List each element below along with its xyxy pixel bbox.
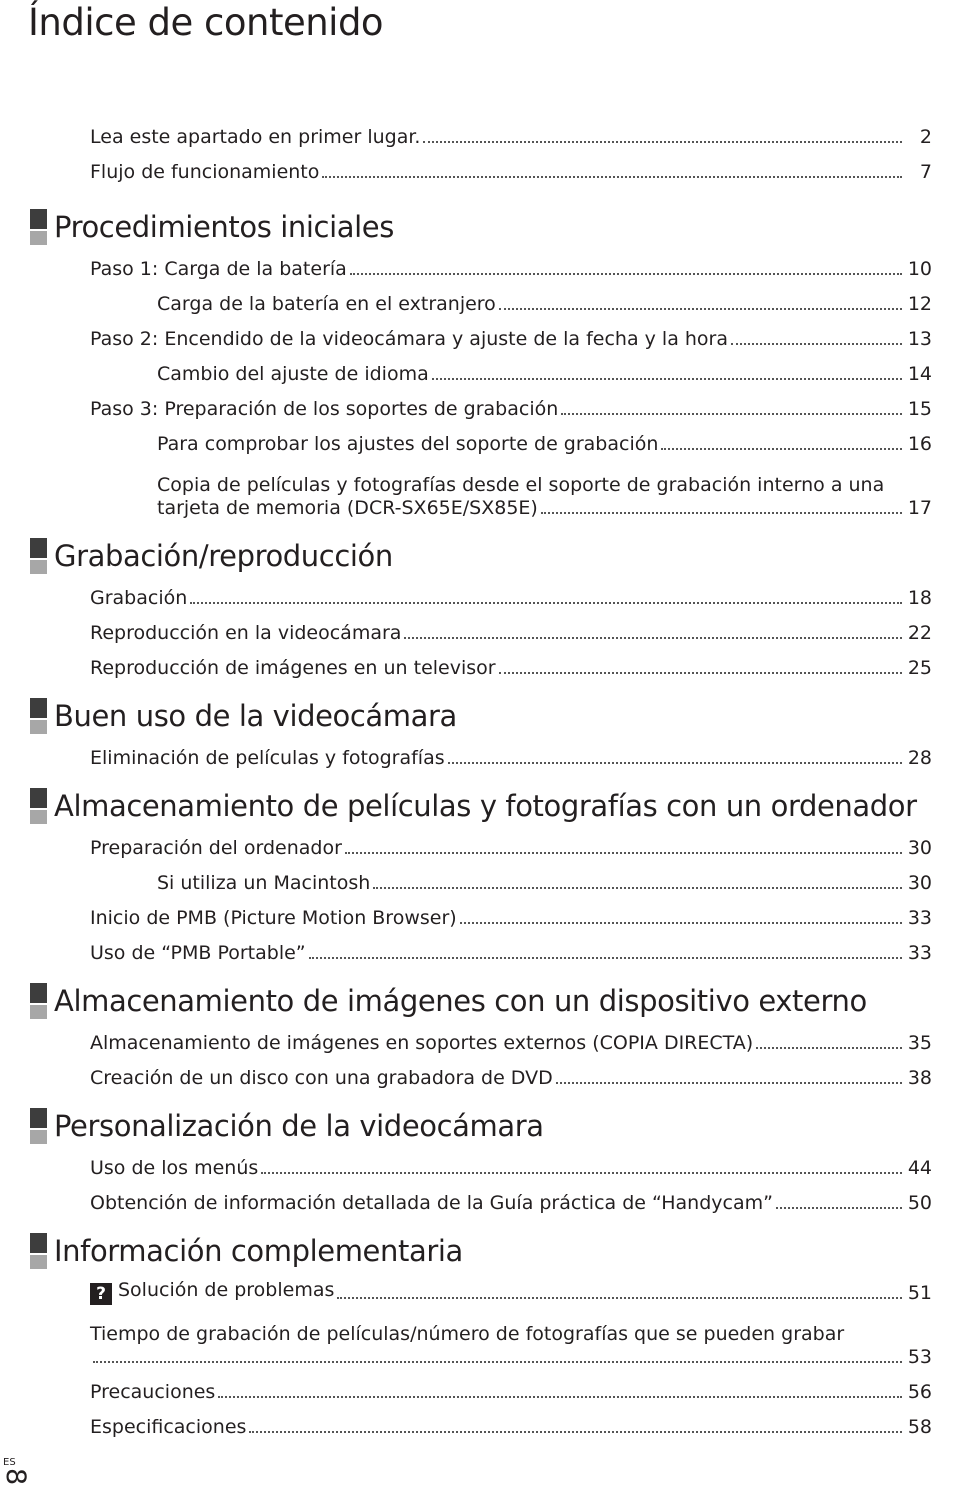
toc-entry-title-wrap [90, 907, 457, 930]
dot-leader [731, 342, 902, 345]
toc-entry-page: 30 [907, 872, 932, 894]
section-heading [30, 531, 960, 580]
bullet-light-block [30, 1005, 47, 1019]
section-title: Almacenamiento de imágenes con un dispositivo externo [54, 983, 867, 1018]
toc-entry-title: Almacenamiento de imágenes en soportes externos (COPIA DIRECTA) [90, 1032, 754, 1054]
section-title: Buen uso de la videocámara [54, 698, 457, 733]
toc-entry-page: 58 [907, 1416, 932, 1438]
bullet-light-block [30, 810, 47, 824]
toc-entry-title-wrap [90, 1192, 773, 1215]
page-title: Índice de contenido [28, 1, 384, 44]
section-heading [30, 781, 960, 830]
toc-entry[interactable] [90, 1150, 932, 1185]
dot-leader [249, 1430, 901, 1433]
toc-entry-title: Copia de películas y fotografías desde el soporte de grabación interno a una [157, 474, 885, 496]
toc-entry-title: Lea este apartado en primer lugar. [90, 126, 421, 148]
toc-entry-title: Carga de la batería en el extranjero [157, 293, 496, 315]
table-of-contents [0, 119, 960, 1444]
toc-section [0, 691, 960, 775]
section-bullet-icon [30, 698, 47, 734]
toc-entry-title-wrap [90, 258, 347, 281]
section-bullet-icon [30, 1233, 47, 1269]
section-bullet-icon [30, 983, 47, 1019]
toc-entry[interactable] [157, 461, 932, 525]
toc-entry-title-wrap [90, 1032, 753, 1055]
bullet-light-block [30, 720, 47, 734]
dot-leader [776, 1206, 902, 1209]
footer-page-number: 8 [0, 1468, 31, 1486]
toc-entry-title-wrap [90, 1416, 246, 1439]
toc-entry-title-wrap [90, 942, 306, 965]
toc-entry-title: Uso de “PMB Portable” [90, 942, 306, 964]
bullet-light-block [30, 1130, 47, 1144]
toc-entry-title-wrap [157, 433, 658, 456]
toc-entry[interactable] [90, 1374, 932, 1409]
toc-entry-page: 33 [907, 942, 932, 964]
toc-entry-second-line [157, 497, 932, 520]
section-heading [30, 691, 960, 740]
toc-entry-page: 51 [907, 1282, 932, 1304]
section-heading [30, 976, 960, 1025]
toc-entry-page: 2 [919, 126, 932, 148]
toc-entry-title: Paso 3: Preparación de los soportes de grabación [90, 398, 559, 420]
section-title: Procedimientos iniciales [54, 209, 394, 244]
dot-leader [337, 1296, 901, 1299]
dot-leader [541, 511, 902, 514]
toc-entry-page: 53 [907, 1346, 932, 1368]
toc-entry-page: 22 [907, 622, 932, 644]
toc-entry[interactable] [90, 615, 932, 650]
toc-entry-title-wrap [90, 622, 401, 645]
toc-entry-page: 16 [907, 433, 932, 455]
toc-entry-title-wrap [90, 328, 728, 351]
toc-section [0, 781, 960, 970]
toc-entry[interactable] [90, 650, 932, 685]
toc-entry-title-wrap [157, 293, 496, 316]
dot-leader [345, 851, 902, 854]
toc-entry-second-line [90, 1346, 932, 1369]
section-heading [30, 202, 960, 251]
toc-entry-title-continued: tarjeta de memoria (DCR-SX65E/SX85E) [157, 497, 538, 519]
toc-entry-page: 28 [907, 747, 932, 769]
toc-entry-title-wrap [157, 363, 429, 386]
bullet-light-block [30, 231, 47, 245]
toc-entry[interactable] [90, 1185, 932, 1220]
toc-entry-page: 38 [907, 1067, 932, 1089]
toc-entry[interactable] [90, 740, 932, 775]
toc-entry-page: 50 [907, 1192, 932, 1214]
toc-entry[interactable] [90, 154, 932, 189]
toc-entry-title: Grabación [90, 587, 188, 609]
intro-entries [0, 119, 960, 189]
bullet-dark-block [30, 1108, 47, 1128]
dot-leader [350, 272, 902, 275]
toc-entry-title-wrap [90, 587, 187, 610]
bullet-light-block [30, 560, 47, 574]
toc-entry[interactable] [90, 1025, 932, 1060]
toc-entry-title-block [157, 474, 932, 520]
toc-entry-page: 12 [907, 293, 932, 315]
toc-entry-title-wrap [90, 1279, 334, 1305]
toc-entry-title: Uso de los menús [90, 1157, 259, 1179]
toc-entry-page: 13 [907, 328, 932, 350]
toc-entry-title-wrap [90, 161, 319, 184]
toc-entry[interactable] [90, 580, 932, 615]
toc-entry-title: Paso 2: Encendido de la videocámara y ajuste de la fecha y la hora [90, 328, 729, 350]
dot-leader [756, 1046, 902, 1049]
dot-leader [499, 307, 902, 310]
dot-leader [432, 377, 902, 380]
toc-entry[interactable] [90, 830, 932, 865]
toc-entry-page: 35 [907, 1032, 932, 1054]
dot-leader [93, 1360, 902, 1363]
toc-entry-title-wrap [90, 837, 342, 860]
toc-entry-page: 33 [907, 907, 932, 929]
toc-entry[interactable] [90, 1275, 932, 1310]
bullet-dark-block [30, 788, 47, 808]
section-title: Grabación/reproducción [54, 538, 393, 573]
help-icon: ? [90, 1283, 112, 1305]
toc-entry-title: Para comprobar los ajustes del soporte de grabación [157, 433, 659, 455]
toc-entry-title: Reproducción en la videocámara [90, 622, 402, 644]
section-title: Información complementaria [54, 1233, 463, 1268]
dot-leader [190, 601, 902, 604]
toc-entry-page: 56 [907, 1381, 932, 1403]
toc-entry-title-wrap [90, 657, 496, 680]
dot-leader [218, 1395, 901, 1398]
toc-entry-title-wrap [90, 1381, 215, 1404]
toc-entry-page: 15 [907, 398, 932, 420]
dot-leader [309, 956, 902, 959]
toc-entry-title-wrap [157, 872, 370, 895]
toc-entry-title: Flujo de funcionamiento [90, 161, 320, 183]
bullet-dark-block [30, 538, 47, 558]
toc-entry-title: Inicio de PMB (Picture Motion Browser) [90, 907, 457, 929]
toc-entry-title: Reproducción de imágenes en un televisor [90, 657, 496, 679]
toc-entry-title: Solución de problemas [118, 1279, 335, 1301]
toc-entry-page: 30 [907, 837, 932, 859]
toc-entry-title: Preparación del ordenador [90, 837, 342, 859]
toc-entry-page: 18 [907, 587, 932, 609]
section-bullet-icon [30, 209, 47, 245]
toc-entry[interactable] [90, 1409, 932, 1444]
section-heading [30, 1226, 960, 1275]
dot-leader [661, 447, 901, 450]
toc-entry-page: 25 [907, 657, 932, 679]
dot-leader [561, 412, 902, 415]
dot-leader [556, 1081, 902, 1084]
toc-section [0, 976, 960, 1095]
section-bullet-icon [30, 1108, 47, 1144]
dot-leader [322, 175, 902, 178]
toc-entry-title: Eliminación de películas y fotografías [90, 747, 445, 769]
dot-leader [499, 671, 902, 674]
bullet-light-block [30, 1255, 47, 1269]
toc-entry[interactable] [157, 286, 932, 321]
toc-entry[interactable] [157, 426, 932, 461]
toc-entry-title-wrap [90, 1067, 553, 1090]
toc-entry-title: Si utiliza un Macintosh [157, 872, 371, 894]
toc-entry[interactable] [90, 321, 932, 356]
bullet-dark-block [30, 983, 47, 1003]
section-heading [30, 1101, 960, 1150]
toc-entry-title-wrap [90, 398, 558, 421]
toc-entry[interactable] [90, 119, 932, 154]
toc-entry[interactable] [90, 251, 932, 286]
bullet-dark-block [30, 209, 47, 229]
toc-entry-title: Especificaciones [90, 1416, 247, 1438]
toc-entry-title: Precauciones [90, 1381, 216, 1403]
toc-entry-title-block [90, 1323, 932, 1369]
bullet-dark-block [30, 1233, 47, 1253]
toc-entry-page: 10 [907, 258, 932, 280]
dot-leader [448, 761, 902, 764]
toc-entry[interactable] [90, 935, 932, 970]
toc-entry-title-wrap [90, 126, 420, 149]
page-footer [0, 1456, 31, 1505]
toc-entry[interactable] [90, 1060, 932, 1095]
toc-section [0, 1226, 960, 1444]
toc-entry[interactable] [157, 356, 932, 391]
section-bullet-icon [30, 538, 47, 574]
dot-leader [261, 1171, 902, 1174]
toc-section [0, 202, 960, 525]
toc-entry[interactable] [157, 865, 932, 900]
toc-entry-page: 44 [907, 1157, 932, 1179]
dot-leader [404, 636, 901, 639]
toc-entry[interactable] [90, 900, 932, 935]
toc-entry-title: Creación de un disco con una grabadora de DVD [90, 1067, 553, 1089]
section-title: Personalización de la videocámara [54, 1108, 544, 1143]
toc-section [0, 1101, 960, 1220]
toc-entry-title: Paso 1: Carga de la batería [90, 258, 347, 280]
dot-leader [423, 140, 902, 143]
toc-entry-title: Tiempo de grabación de películas/número de fotografías que se pueden grabar [90, 1323, 845, 1345]
section-bullet-icon [30, 788, 47, 824]
toc-entry-title-wrap [90, 1157, 258, 1180]
toc-entry-page: 14 [907, 363, 932, 385]
toc-section [0, 531, 960, 685]
footer-language-code: ES [3, 1457, 16, 1468]
bullet-dark-block [30, 698, 47, 718]
toc-entry-page: 17 [907, 497, 932, 519]
toc-entry-title-wrap [90, 747, 445, 770]
toc-entry[interactable] [90, 391, 932, 426]
section-title: Almacenamiento de películas y fotografías con un ordenador [54, 788, 917, 823]
toc-entry[interactable] [90, 1310, 932, 1374]
toc-entry-page: 7 [919, 161, 932, 183]
dot-leader [373, 886, 902, 889]
toc-entry-title: Obtención de información detallada de la Guía práctica de “Handycam” [90, 1192, 773, 1214]
toc-entry-title: Cambio del ajuste de idioma [157, 363, 429, 385]
dot-leader [460, 921, 902, 924]
